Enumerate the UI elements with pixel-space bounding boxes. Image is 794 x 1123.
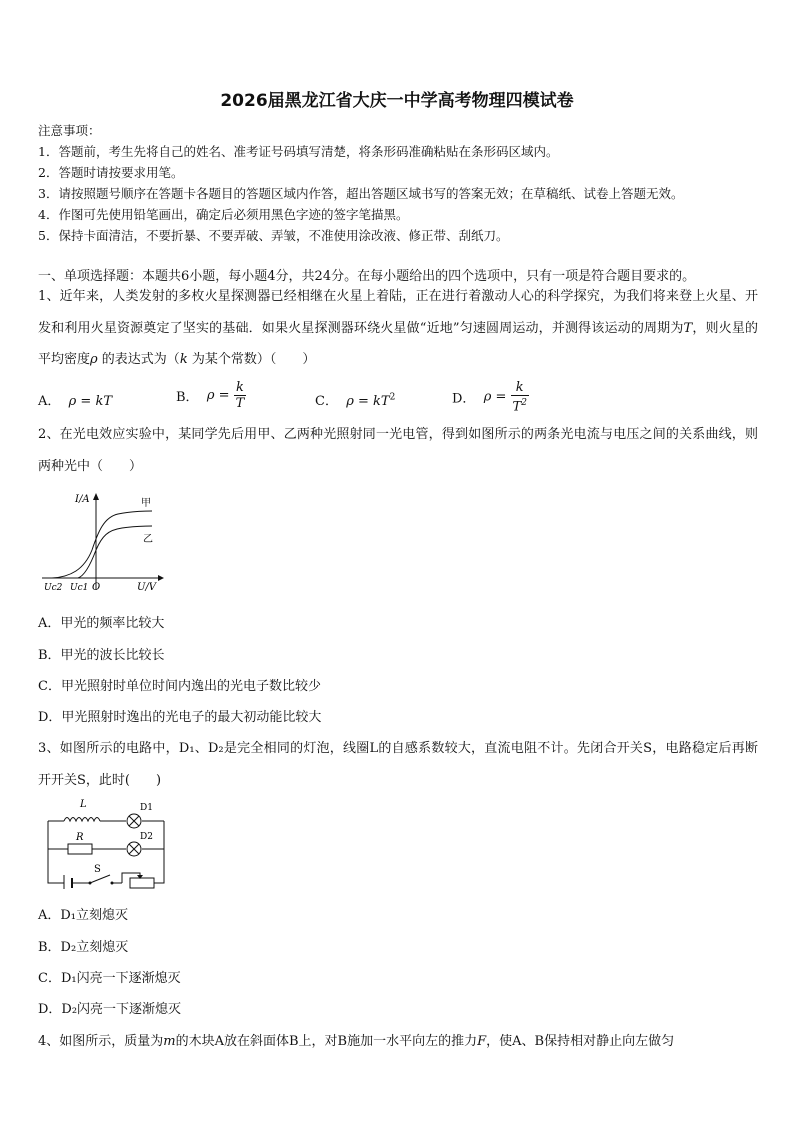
resistor-label: R <box>76 832 84 843</box>
curve-jia <box>52 511 152 578</box>
question-4-text: 4、如图所示，质量为m的木块A放在斜面体B上，对B施加一水平向左的推力F，使A、B保持相对静止向左做匀 <box>38 1034 675 1049</box>
uc1-label: Uc1 <box>70 583 89 593</box>
origin-label: O <box>92 582 101 593</box>
notice-item: 5．保持卡面清洁，不要折暴、不要弄破、弄皱，不准使用涂改液、修正带、刮纸刀。 <box>38 228 509 243</box>
q3-option-d: D．D₂闪亮一下逐渐熄灭 <box>38 1002 182 1017</box>
switch-label: S <box>94 864 101 875</box>
y-axis-label: I/A <box>75 494 90 505</box>
curve-jia-label: 甲 <box>141 498 151 509</box>
x-axis-label: U/V <box>137 582 157 593</box>
curve-yi-label: 乙 <box>143 534 153 545</box>
question-1-text: 1、近年来，人类发射的多枚火星探测器已经相继在火星上着陆，正在进行着激动人心的科学探究，为我们将来登上火星、开发和利用火星资源奠定了坚实的基础．如果火星探测器环绕火星做“近地”匀速圆周运动，并测得该运动的周期为T，则火星的平均密度ρ 的表达式为（k 为某个常数）（ ） <box>38 289 758 367</box>
q2-option-a: A．甲光的频率比较大 <box>38 616 165 631</box>
notice-heading: 注意事项： <box>38 123 101 138</box>
circuit-figure <box>40 797 170 889</box>
q3-option-a: A．D₁立刻熄灭 <box>38 908 129 923</box>
question-2-text: 2、在光电效应实验中，某同学先后用甲、乙两种光照射同一光电管，得到如图所示的两条光电流与电压之间的关系曲线，则两种光中（ ） <box>38 427 758 474</box>
page-title: 2026届黑龙江省大庆一中学高考物理四模试卷 <box>220 91 574 111</box>
lamp-d1-label: D1 <box>140 803 153 813</box>
question-3-text: 3、如图所示的电路中，D₁、D₂是完全相同的灯泡，线圈L的自感系数较大，直流电阻不计。先闭合开关S，电路稳定后再断开开关S，此时( ) <box>38 741 758 788</box>
notice-item: 3．请按照题号顺序在答题卡各题目的答题区域内作答，超出答题区域书写的答案无效；在草稿纸、试卷上答题无效。 <box>38 186 684 201</box>
notice-item: 2．答题时请按要求用笔。 <box>38 165 184 180</box>
q1-option-d: D． ρ = $\frac{k}{T^2}$ <box>452 380 527 415</box>
q1-option-b: B． ρ = $\frac{k}{T}$ <box>176 380 245 411</box>
q2-option-c: C．甲光照射时单位时间内逸出的光电子数比较少 <box>38 679 321 694</box>
curve-yi <box>78 526 152 578</box>
q1-option-c: C． $\rho = kT^2$ <box>315 392 396 409</box>
uc2-label: Uc2 <box>44 583 63 593</box>
q1-option-a: A． ρ = kT <box>38 394 113 409</box>
x-axis-arrow <box>158 575 164 581</box>
photoelectric-curve-figure <box>40 490 170 595</box>
notice-item: 4．作图可先使用铅笔画出，确定后必须用黑色字迹的签字笔描黑。 <box>38 207 409 222</box>
circuit-wires <box>48 821 164 883</box>
inductor-L <box>64 818 100 822</box>
fraction: $\frac{k}{T}$ <box>235 380 245 411</box>
resistor-R <box>68 844 92 854</box>
switch-S <box>90 875 110 883</box>
notice-item: 1．答题前，考生先将自己的姓名、准考证号码填写清楚，将条形码准确粘贴在条形码区域内。 <box>38 144 559 159</box>
q3-option-c: C．D₁闪亮一下逐渐熄灭 <box>38 971 181 986</box>
rheostat <box>130 878 154 888</box>
lamp-d2-label: D2 <box>140 832 153 842</box>
inductor-label: L <box>80 799 87 810</box>
y-axis-arrow <box>93 493 99 500</box>
q2-option-d: D．甲光照射时逸出的光电子的最大初动能比较大 <box>38 710 322 725</box>
fraction: $\frac{k}{T^2}$ <box>512 380 527 415</box>
section-heading: 一、单项选择题：本题共6小题，每小题4分，共24分。在每小题给出的四个选项中，只有一项是符合题目要求的。 <box>38 269 696 284</box>
q2-option-b: B．甲光的波长比较长 <box>38 648 165 663</box>
q3-option-b: B．D₂立刻熄灭 <box>38 940 129 955</box>
